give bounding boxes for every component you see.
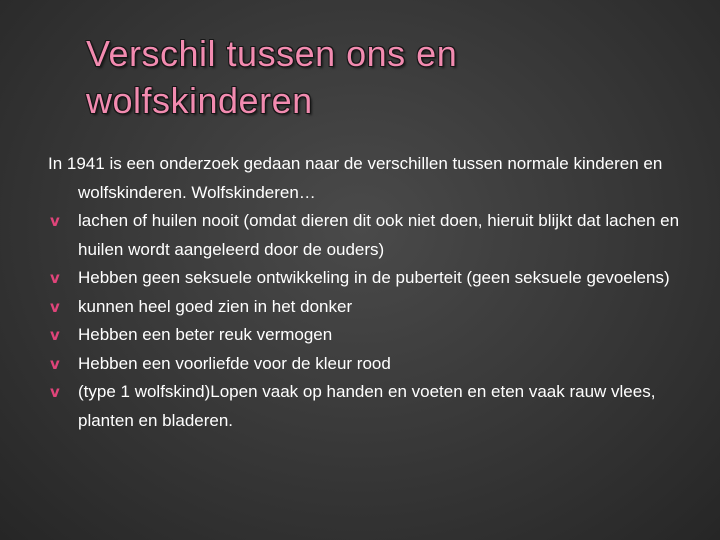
list-item <box>48 321 698 350</box>
slide-body <box>48 150 698 435</box>
bullet-icon: v <box>50 383 60 401</box>
list-item-text: kunnen heel goed zien in het donker <box>78 296 353 316</box>
list-item <box>48 350 698 379</box>
list-item <box>48 207 698 264</box>
bullet-icon: v <box>50 297 60 316</box>
list-item-text: (type 1 wolfskind)Lopen vaak op handen en voeten en eten vaak rauw vlees, planten en bladeren. <box>78 382 656 430</box>
slide-title <box>86 30 686 124</box>
slide-title-line-1: Verschil tussen ons en <box>86 33 458 74</box>
list-item <box>48 378 698 435</box>
bullet-icon: v <box>50 212 60 230</box>
slide-title-line-2: wolfskinderen <box>86 80 313 121</box>
list-item-text: Hebben geen seksuele ontwikkeling in de puberteit (geen seksuele gevoelens) <box>78 268 670 287</box>
bullet-icon: v <box>50 354 60 373</box>
list-item <box>48 264 698 293</box>
list-item-text: Hebben een voorliefde voor de kleur rood <box>78 353 391 373</box>
intro-text: In 1941 is een onderzoek gedaan naar de verschillen tussen normale kinderen en wolfskinderen. Wolfskinderen… <box>48 154 663 202</box>
list-item-text: lachen of huilen nooit (omdat dieren dit ook niet doen, hieruit blijkt dat lachen en huilen wordt aangeleerd door de ouders) <box>78 211 680 259</box>
list-item-text: Hebben een beter reuk vermogen <box>78 325 333 344</box>
bullet-list <box>48 207 698 435</box>
bullet-icon: v <box>50 326 60 344</box>
list-item <box>48 293 698 322</box>
bullet-icon: v <box>50 269 60 287</box>
